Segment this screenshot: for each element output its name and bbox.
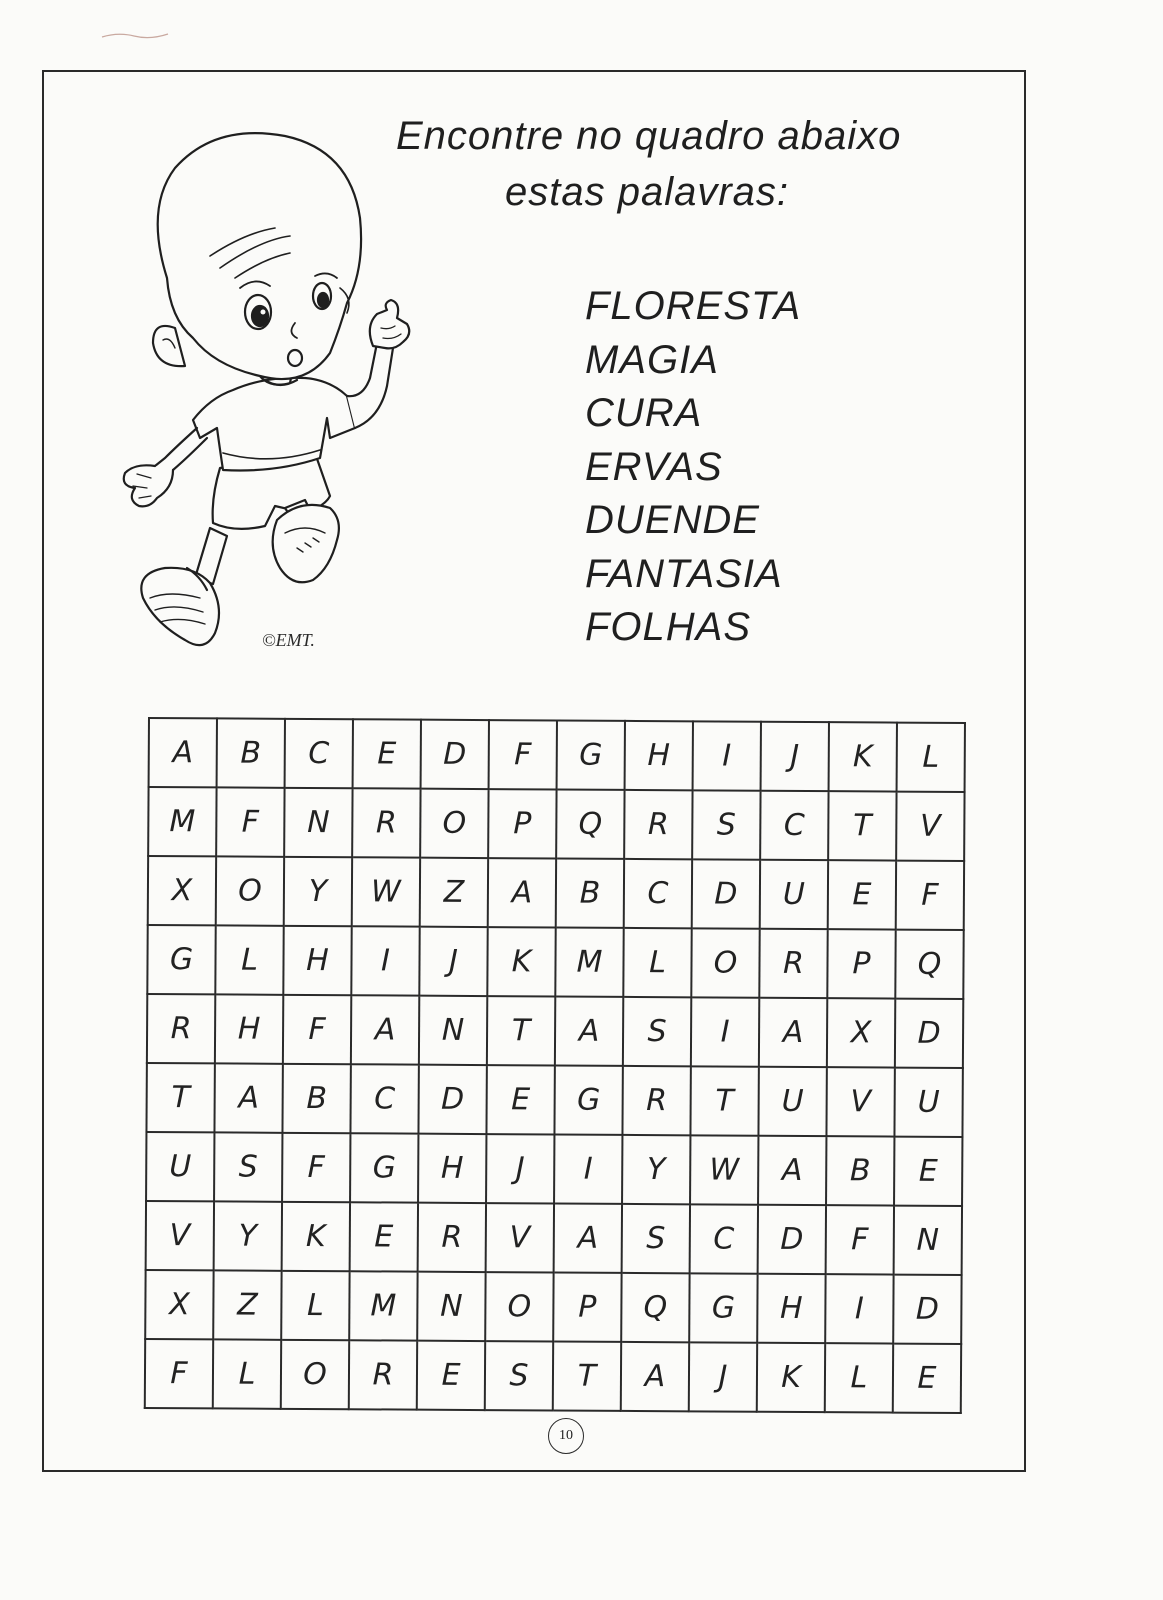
grid-cell[interactable]: D	[418, 1065, 486, 1134]
grid-cell[interactable]: P	[488, 789, 556, 858]
grid-cell[interactable]: E	[350, 1202, 418, 1271]
grid-cell[interactable]: O	[691, 928, 759, 997]
grid-cell[interactable]: A	[351, 995, 419, 1064]
grid-cell[interactable]: C	[624, 859, 692, 928]
grid-cell[interactable]: O	[420, 789, 488, 858]
grid-cell[interactable]: N	[417, 1272, 485, 1341]
grid-cell[interactable]: T	[553, 1341, 621, 1410]
grid-row	[146, 1132, 962, 1206]
grid-cell[interactable]: A	[149, 718, 217, 787]
grid-cell[interactable]: K	[487, 927, 555, 996]
grid-cell[interactable]: B	[826, 1136, 894, 1205]
word-search-grid-body	[145, 718, 965, 1413]
grid-cell[interactable]: S	[622, 1204, 690, 1273]
boy-pointing-illustration	[115, 128, 425, 668]
grid-cell[interactable]: E	[894, 1137, 962, 1206]
grid-cell[interactable]: I	[351, 926, 419, 995]
grid-cell[interactable]: Y	[214, 1201, 282, 1270]
grid-cell[interactable]: R	[147, 994, 215, 1063]
grid-cell[interactable]: T	[487, 996, 555, 1065]
grid-cell[interactable]: B	[217, 718, 285, 787]
word-item: MAGIA	[585, 337, 719, 382]
grid-cell[interactable]: G	[557, 720, 625, 789]
grid-cell[interactable]: U	[760, 860, 828, 929]
grid-cell[interactable]: I	[825, 1274, 893, 1343]
page-number: 10	[548, 1418, 584, 1454]
grid-row	[145, 1270, 961, 1344]
grid-cell[interactable]: D	[893, 1275, 961, 1344]
word-list	[585, 280, 801, 655]
grid-cell[interactable]: O	[281, 1340, 349, 1409]
grid-row	[149, 718, 965, 792]
grid-cell[interactable]: A	[554, 1203, 622, 1272]
grid-cell[interactable]: E	[828, 860, 896, 929]
grid-cell[interactable]: J	[419, 927, 487, 996]
grid-cell[interactable]: I	[693, 721, 761, 790]
word-item: CURA	[585, 391, 703, 435]
grid-cell[interactable]: N	[419, 996, 487, 1065]
grid-cell[interactable]: H	[757, 1274, 825, 1343]
grid-row	[147, 925, 963, 999]
grid-cell[interactable]: L	[825, 1343, 893, 1412]
grid-cell[interactable]: I	[554, 1134, 622, 1203]
grid-cell[interactable]: Q	[621, 1273, 689, 1342]
grid-row	[148, 787, 964, 861]
grid-cell[interactable]: N	[284, 788, 352, 857]
grid-cell[interactable]: X	[145, 1270, 213, 1339]
grid-cell[interactable]: R	[624, 790, 692, 859]
grid-cell[interactable]: H	[283, 926, 351, 995]
grid-cell[interactable]: S	[692, 790, 760, 859]
grid-cell[interactable]: F	[283, 995, 351, 1064]
grid-cell[interactable]: Q	[895, 930, 963, 999]
grid-cell[interactable]: W	[352, 857, 420, 926]
grid-cell[interactable]: O	[216, 856, 284, 925]
grid-cell[interactable]: L	[281, 1271, 349, 1340]
grid-cell[interactable]: R	[418, 1203, 486, 1272]
grid-cell[interactable]: S	[214, 1132, 282, 1201]
grid-cell[interactable]: L	[215, 925, 283, 994]
grid-cell[interactable]: E	[486, 1065, 554, 1134]
grid-cell[interactable]: A	[488, 858, 556, 927]
grid-cell[interactable]: Z	[420, 858, 488, 927]
grid-cell[interactable]: K	[282, 1202, 350, 1271]
grid-row	[147, 994, 963, 1068]
instruction-line-1: Encontre no quadro abaixo	[396, 114, 902, 158]
grid-cell[interactable]: E	[417, 1341, 485, 1410]
grid-cell[interactable]: X	[827, 998, 895, 1067]
grid-cell[interactable]: F	[896, 861, 964, 930]
grid-cell[interactable]: A	[214, 1063, 282, 1132]
scan-smudge-mark	[100, 28, 170, 42]
grid-cell[interactable]: U	[758, 1067, 826, 1136]
grid-cell[interactable]: T	[690, 1066, 758, 1135]
grid-cell[interactable]: M	[555, 927, 623, 996]
grid-cell[interactable]: T	[828, 791, 896, 860]
grid-cell[interactable]: B	[282, 1064, 350, 1133]
grid-cell[interactable]: X	[148, 856, 216, 925]
grid-cell[interactable]: M	[349, 1271, 417, 1340]
grid-cell[interactable]: D	[421, 720, 489, 789]
grid-cell[interactable]: J	[761, 722, 829, 791]
grid-cell[interactable]: G	[147, 925, 215, 994]
grid-cell[interactable]: R	[622, 1066, 690, 1135]
grid-cell[interactable]: D	[895, 999, 963, 1068]
grid-row	[146, 1063, 962, 1137]
grid-cell[interactable]: F	[216, 787, 284, 856]
grid-cell[interactable]: R	[352, 788, 420, 857]
word-item: ERVAS	[585, 444, 723, 489]
grid-cell[interactable]: V	[826, 1067, 894, 1136]
word-item: FANTASIA	[585, 551, 783, 596]
grid-cell[interactable]: D	[692, 859, 760, 928]
grid-cell[interactable]: V	[486, 1203, 554, 1272]
instruction-heading	[370, 108, 1030, 220]
grid-cell[interactable]: Y	[622, 1135, 690, 1204]
grid-cell[interactable]: A	[555, 996, 623, 1065]
grid-cell[interactable]: P	[827, 929, 895, 998]
grid-cell[interactable]: R	[759, 929, 827, 998]
grid-cell[interactable]: C	[760, 791, 828, 860]
grid-cell[interactable]: Q	[556, 789, 624, 858]
grid-cell[interactable]: G	[554, 1065, 622, 1134]
grid-cell[interactable]: L	[897, 723, 965, 792]
grid-cell[interactable]: I	[691, 997, 759, 1066]
grid-cell[interactable]: V	[896, 792, 964, 861]
grid-cell[interactable]: E	[893, 1344, 961, 1413]
grid-cell[interactable]: Z	[213, 1270, 281, 1339]
word-item: FLORESTA	[585, 284, 802, 328]
grid-cell[interactable]: B	[556, 858, 624, 927]
word-search-grid	[144, 717, 966, 1414]
grid-row	[148, 856, 964, 930]
grid-cell[interactable]: E	[353, 719, 421, 788]
grid-cell[interactable]: L	[213, 1339, 281, 1408]
grid-cell[interactable]: U	[146, 1132, 214, 1201]
grid-cell[interactable]: S	[485, 1341, 553, 1410]
grid-cell[interactable]: R	[349, 1340, 417, 1409]
grid-cell[interactable]: F	[826, 1205, 894, 1274]
grid-cell[interactable]: J	[486, 1134, 554, 1203]
grid-cell[interactable]: T	[146, 1063, 214, 1132]
grid-cell[interactable]: Y	[284, 857, 352, 926]
grid-cell[interactable]: H	[418, 1134, 486, 1203]
grid-cell[interactable]: C	[350, 1064, 418, 1133]
grid-cell[interactable]: F	[282, 1133, 350, 1202]
instruction-line-2: estas palavras:	[505, 170, 790, 214]
grid-row	[145, 1339, 961, 1413]
grid-cell[interactable]: J	[689, 1342, 757, 1411]
grid-cell[interactable]: W	[690, 1135, 758, 1204]
grid-cell[interactable]: G	[689, 1273, 757, 1342]
grid-cell[interactable]: H	[625, 721, 693, 790]
grid-cell[interactable]: C	[690, 1204, 758, 1273]
grid-cell[interactable]: C	[285, 719, 353, 788]
grid-cell[interactable]: K	[829, 722, 897, 791]
word-item: DUENDE	[585, 498, 760, 542]
grid-cell[interactable]: G	[350, 1133, 418, 1202]
grid-row	[146, 1201, 962, 1275]
word-item: FOLHAS	[585, 605, 752, 649]
grid-cell[interactable]: U	[894, 1068, 962, 1137]
grid-cell[interactable]: A	[759, 998, 827, 1067]
grid-cell[interactable]: D	[758, 1205, 826, 1274]
grid-cell[interactable]: M	[148, 787, 216, 856]
grid-cell[interactable]: K	[757, 1343, 825, 1412]
grid-cell[interactable]: L	[623, 928, 691, 997]
grid-cell[interactable]: V	[146, 1201, 214, 1270]
grid-cell[interactable]: P	[553, 1272, 621, 1341]
copyright-mark: ©EMT.	[262, 630, 315, 650]
grid-cell[interactable]: S	[623, 997, 691, 1066]
grid-cell[interactable]: F	[145, 1339, 213, 1408]
grid-cell[interactable]: O	[485, 1272, 553, 1341]
grid-cell[interactable]: N	[894, 1206, 962, 1275]
grid-cell[interactable]: A	[621, 1342, 689, 1411]
grid-cell[interactable]: H	[215, 994, 283, 1063]
grid-cell[interactable]: A	[758, 1136, 826, 1205]
grid-cell[interactable]: F	[489, 720, 557, 789]
